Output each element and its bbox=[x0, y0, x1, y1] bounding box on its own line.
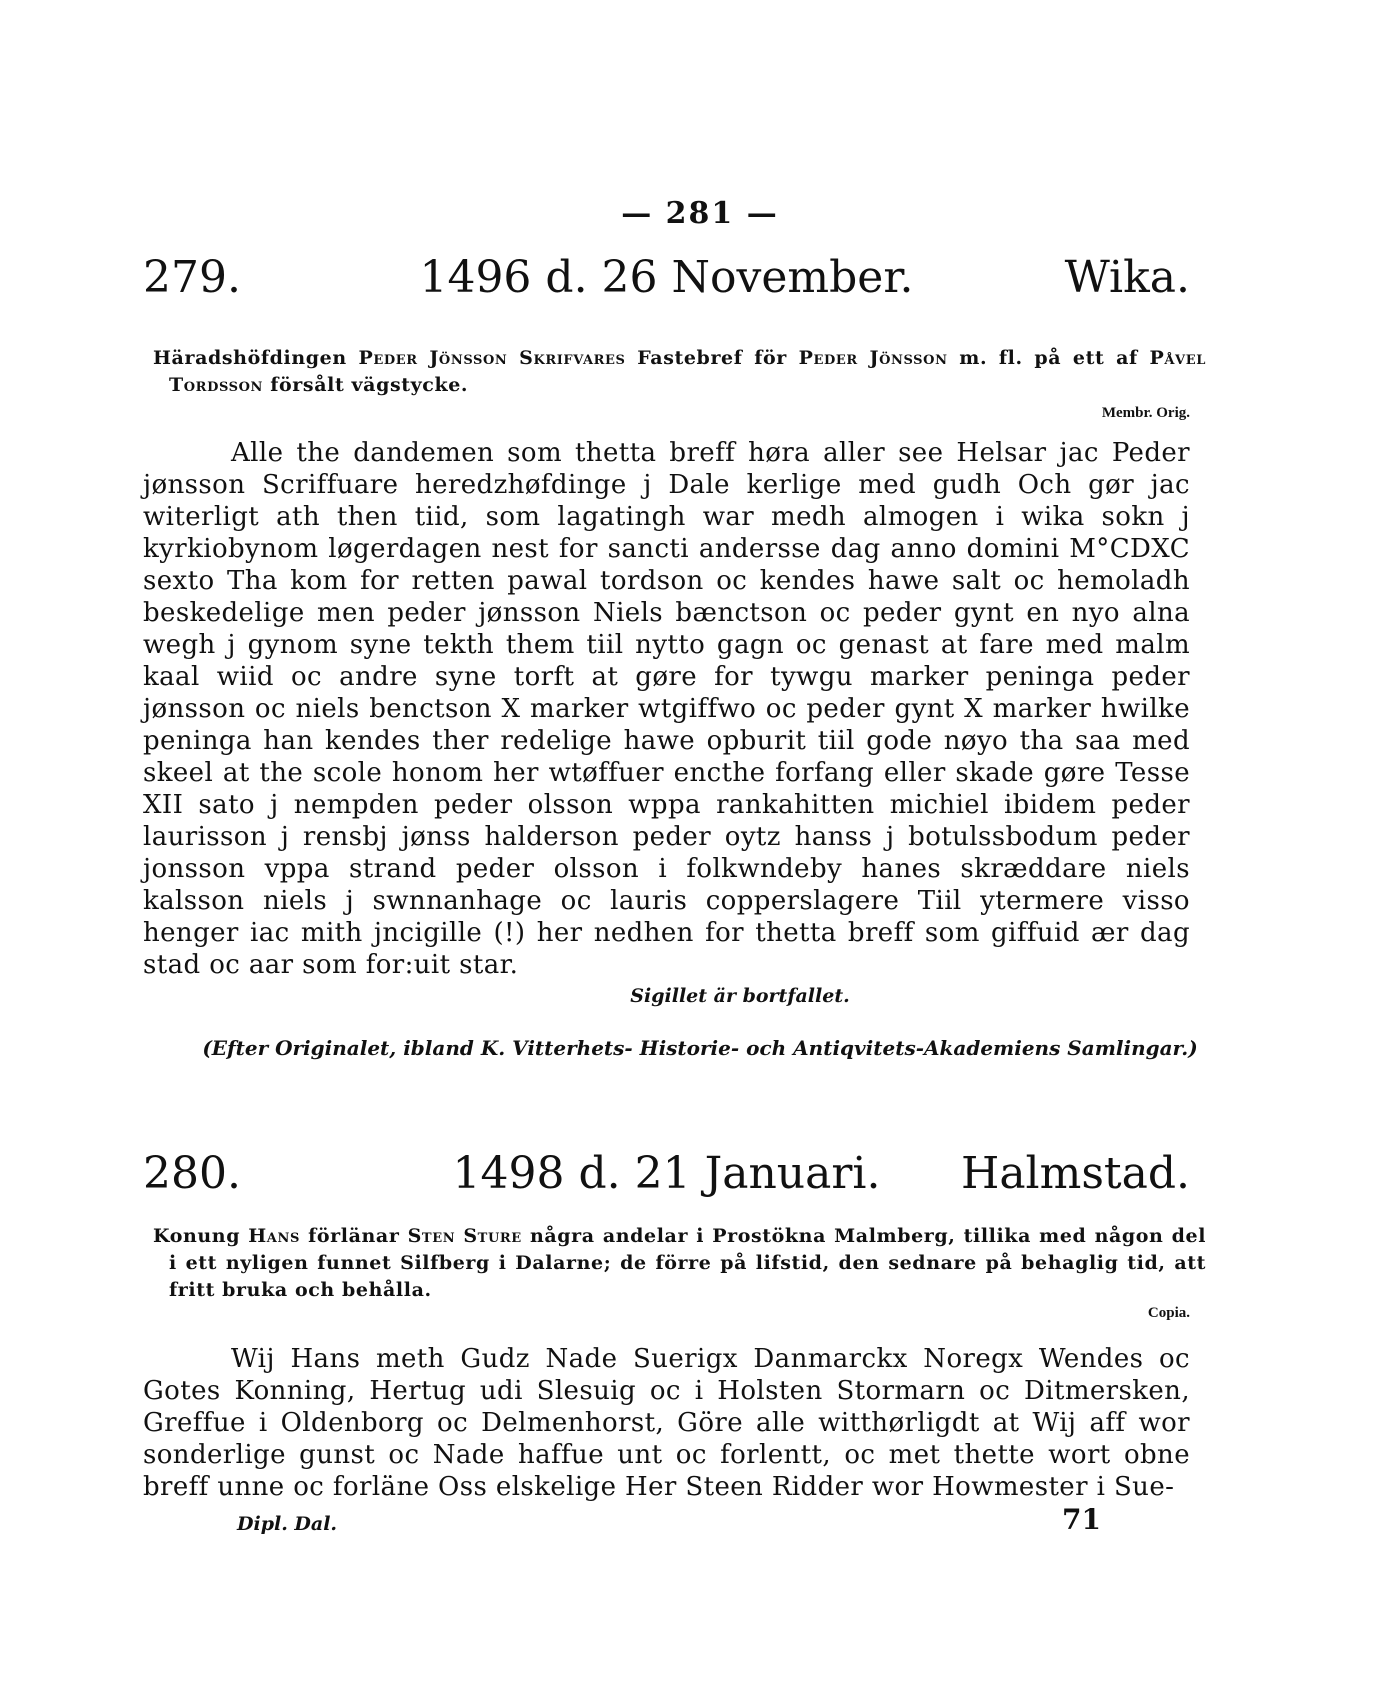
doc-279-date: 1496 d. 26 November. bbox=[419, 252, 914, 303]
doc-280-source-note: Copia. bbox=[1147, 1305, 1190, 1321]
seal-note: Sigillet är bortfallet. bbox=[630, 985, 850, 1007]
doc-279-body: Alle the dandemen som thetta breff høra aller see Helsar jac Peder jønsson Scriffuare heredzhøfdinge j Dale kerlige med gudh Och gør jac witerligt ath then tiid, som lagatingh war medh almogen i wika sokn j kyrkiobynom løgerdagen nest for sancti andersse dag anno domini M°CDXC sexto Tha kom for retten pawal tordson oc kendes hawe salt oc hemoladh beskedelige men peder jønsson Niels bænctson oc peder gynt en nyo alna wegh j gynom syne tekth them tiil nytto gagn oc genast at fare med malm kaal wiid oc andre syne torft at gøre for tywgu marker peninga peder jønsson oc niels benctson X marker wtgiffwo oc peder gynt X marker hwilke peninga han kendes ther redelige hawe opburit tiil gode nøyo tha saa med skeel at the scole honom her wtøffuer encthe forfang eller skade gøre Tesse XII sato j nempden peder olsson wppa rankahitten michiel ibidem peder laurisson j rensbj jønss halderson peder oytz hanss j botulssbodum peder jonsson vppa strand peder olsson i folkwndeby hanes skræddare niels kalsson niels j swnnanhage oc lauris copperslagere Tiil ytermere visso henger iac mith jncigille (!) her nedhen for thetta breff som giffuid ær dag stad oc aar som for:uit star. bbox=[143, 438, 1190, 980]
summary-person: Sten Sture bbox=[407, 1225, 522, 1247]
doc-279-heading bbox=[143, 252, 1190, 304]
doc-280-number: 280. bbox=[143, 1148, 241, 1199]
doc-279-place: Wika. bbox=[1064, 252, 1190, 303]
doc-279-source-note: Membr. Orig. bbox=[1101, 405, 1190, 421]
doc-279-number: 279. bbox=[143, 252, 241, 303]
summary-text: förlänar bbox=[299, 1225, 408, 1247]
doc-280-summary bbox=[153, 1223, 1206, 1304]
summary-text: Konung bbox=[153, 1225, 249, 1247]
summary-text: m. fl. på ett af bbox=[947, 347, 1150, 369]
summary-person: Peder Jönsson bbox=[798, 347, 948, 369]
summary-person: Påvel Tordsson bbox=[169, 347, 1206, 396]
provenance-note: (Efter Originalet, ibland K. Vitterhets- Historie- och Antiqvitets-Akademiens Samlingar.) bbox=[202, 1036, 1198, 1060]
summary-text: Fastebref för bbox=[625, 347, 799, 369]
summary-text: några andelar i Prostökna Malmberg, tillika med någon del i ett nyligen funnet Silfberg i Dalarne; de förre på lifstid, den sednare på behaglig tid, att fritt bruka och behålla. bbox=[169, 1225, 1207, 1301]
summary-person: Peder Jönsson Skrifvares bbox=[358, 347, 626, 369]
doc-279-summary bbox=[153, 345, 1206, 399]
page-number: — 281 — bbox=[621, 196, 779, 231]
doc-280-date: 1498 d. 21 Januari. bbox=[452, 1148, 881, 1199]
summary-text: Häradshöfdingen bbox=[153, 347, 359, 369]
signature-mark: Dipl. Dal. bbox=[237, 1513, 338, 1535]
sheet-number: 71 bbox=[1062, 1503, 1101, 1536]
summary-text: försålt vägstycke. bbox=[263, 374, 469, 396]
doc-280-place: Halmstad. bbox=[960, 1148, 1190, 1199]
doc-280-body: Wij Hans meth Gudz Nade Suerigx Danmarckx Noregx Wendes oc Gotes Konning, Hertug udi Slesuig oc i Holsten Stormarn oc Ditmersken, Greffue i Oldenborg oc Delmenhorst, Göre alle witthørligdt at Wij aff wor sonderlige gunst oc Nade haffue unt oc forlentt, oc met thette wort obne breff unne oc forläne Oss elskelige Her Steen Ridder wor Howmester i Sue- bbox=[143, 1344, 1190, 1502]
doc-280-heading bbox=[143, 1148, 1190, 1200]
summary-person: Hans bbox=[248, 1225, 300, 1247]
